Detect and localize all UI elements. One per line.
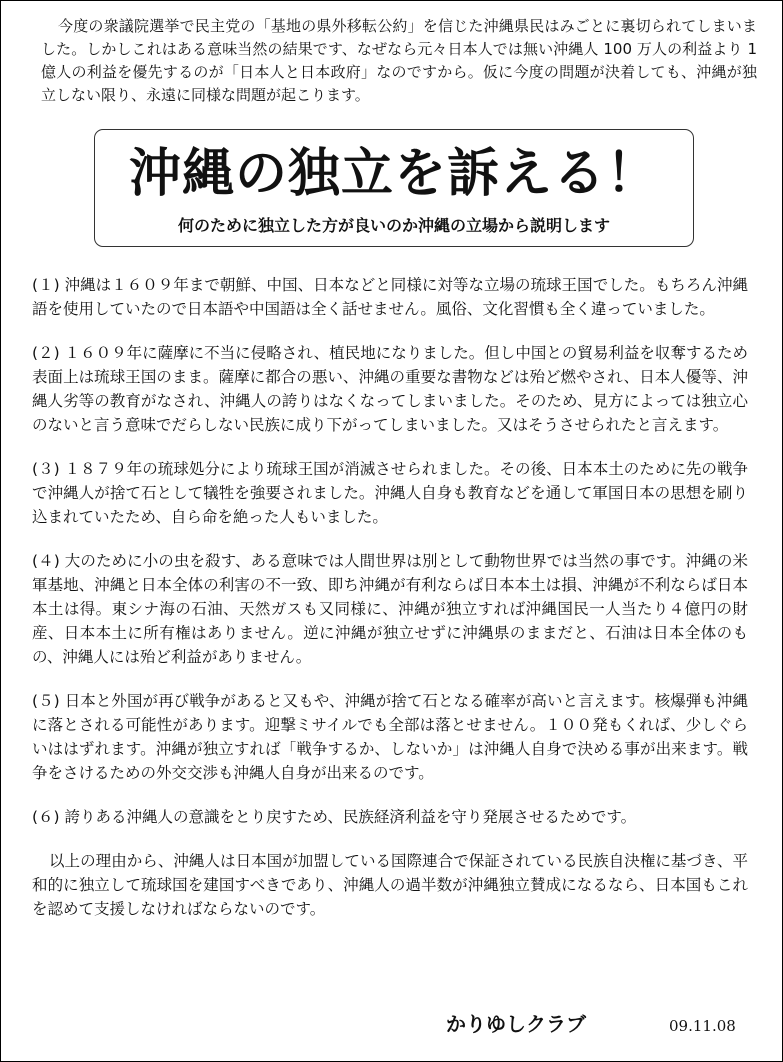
reason-paragraph-5: (５) 日本と外国が再び戦争があると又もや、沖縄が捨て石となる確率が高いと言えます。核爆弾も沖縄に落とされる可能性があります。迎撃ミサイルでも全部は落とせません。１００発もくれば、少しぐらいははずれます。沖縄が独立すれば「戦争するか、しないか」は沖縄人自身で決める事が出来ます。戦争をさけるための外交交渉も沖縄人自身が出来るのです。 xyxy=(32,692,748,782)
publish-date: 09.11.08 xyxy=(669,1017,736,1035)
reasons-list xyxy=(32,273,748,921)
reason-paragraph-4: (４) 大のために小の虫を殺す、ある意味では人間世界は別として動物世界では当然の事です。沖縄の米軍基地、沖縄と日本全体の利害の不一致、即ち沖縄が有利ならば日本本土は損、沖縄が不利ならば日本本土は得。東シナ海の石油、天然ガスも又同様に、沖縄が独立すれば沖縄国民一人当たり４億円の財産、日本本土に所有権はありません。逆に沖縄が独立せずに沖縄県のままだと、石油は日本全体のもの、沖縄人には殆ど利益がありません。 xyxy=(32,552,748,666)
page-subtitle: 何のために独立した方が良いのか沖縄の立場から説明します xyxy=(177,216,610,235)
reason-paragraph-2: (２) １６０９年に薩摩に不当に侵略され、植民地になりました。但し中国との貿易利益を収奪するため表面上は琉球王国のまま。薩摩に都合の悪い、沖縄の重要な書物などは殆ど燃やされ、日本人優等、沖縄人劣等の教育がなされ、沖縄人の誇りはなくなってしまいました。そのため、見方によっては独立心のないと言う意味でだらしない民族に成り下がってしまいました。又はそうさせられたと言えます。 xyxy=(32,344,748,434)
conclusion-paragraph: 以上の理由から、沖縄人は日本国が加盟している国際連合で保証されている民族自決権に基づき、平和的に独立して琉球国を建国すべきであり、沖縄人の過半数が沖縄独立賛成になるなら、日本国もこれを認めて支援しなければならないのです。 xyxy=(32,852,748,918)
title-box xyxy=(94,129,694,247)
club-name: かりゆしクラブ xyxy=(446,1012,586,1036)
reason-paragraph-1: (１) 沖縄は１６０９年まで朝鮮、中国、日本などと同様に対等な立場の琉球王国でした。もちろん沖縄語を使用していたので日本語や中国語は全く話せません。風俗、文化習慣も全く違っていました。 xyxy=(32,276,748,318)
reason-paragraph-6: (６) 誇りある沖縄人の意識をとり戻すため、民族経済利益を守り発展させるためです。 xyxy=(32,808,637,826)
intro-paragraph: 今度の衆議院選挙で民主党の「基地の県外移転公約」を信じた沖縄県民はみごとに裏切られてしまいました。しかしこれはある意味当然の結果です、なぜなら元々日本人では無い沖縄人 100 万人の利益より 1 億人の利益を優先するのが「日本人と日本政府」なのですから。仮に今度の問題が決着しても、沖縄が独立しない限り、永遠に同様な問題が起こります。 xyxy=(41,17,757,104)
page-title: 沖縄の独立を訴える！ xyxy=(128,143,659,204)
reason-paragraph-3: (３) １８７９年の琉球処分により琉球王国が消滅させられました。その後、日本本土のために先の戦争で沖縄人が捨て石として犠牲を強要されました。沖縄人自身も教育などを通して軍国日本の思想を刷り込まれていたため、自ら命を絶った人もいました。 xyxy=(32,460,748,526)
